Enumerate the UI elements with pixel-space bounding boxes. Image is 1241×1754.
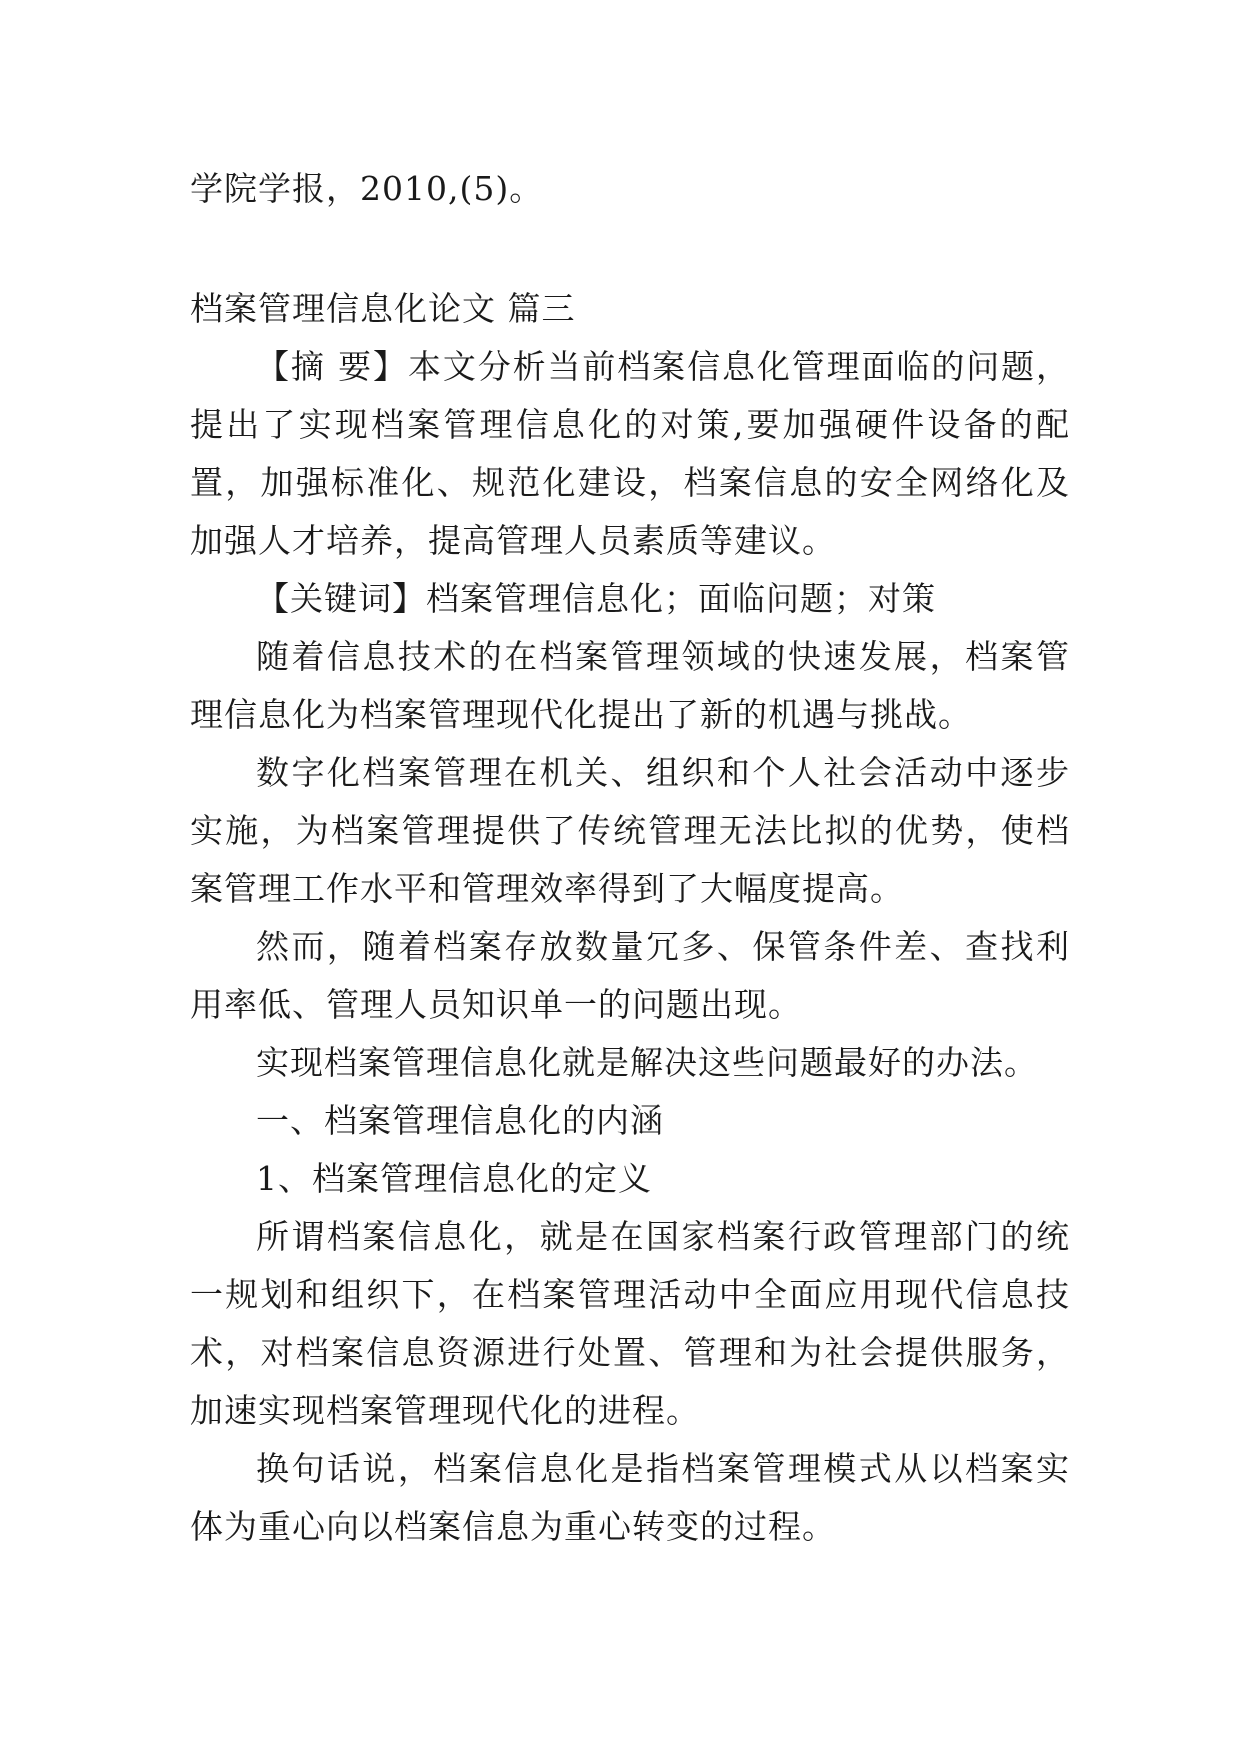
abstract-paragraph: 【摘 要】本文分析当前档案信息化管理面临的问题，提出了实现档案管理信息化的对策,要加强硬件设备的配置，加强标准化、规范化建设，档案信息的安全网络化及加强人才培养，提高管理人员素质等建议。 xyxy=(190,347,1070,560)
document-body xyxy=(190,160,1070,1556)
body-paragraph: 换句话说，档案信息化是指档案管理模式从以档案实体为重心向以档案信息为重心转变的过程。 xyxy=(190,1449,1070,1546)
body-paragraph: 随着信息技术的在档案管理领域的快速发展，档案管理信息化为档案管理现代化提出了新的机遇与挑战。 xyxy=(190,637,1070,734)
subsection-heading: 一、档案管理信息化的内涵 xyxy=(256,1101,664,1140)
section-heading: 档案管理信息化论文 篇三 xyxy=(190,289,576,328)
body-paragraph: 数字化档案管理在机关、组织和个人社会活动中逐步实施，为档案管理提供了传统管理无法比拟的优势，使档案管理工作水平和管理效率得到了大幅度提高。 xyxy=(190,753,1070,908)
body-paragraph: 所谓档案信息化，就是在国家档案行政管理部门的统一规划和组织下，在档案管理活动中全面应用现代信息技术，对档案信息资源进行处置、管理和为社会提供服务，加速实现档案管理现代化的进程。 xyxy=(190,1217,1070,1430)
reference-tail: 学院学报，2010,(5)。 xyxy=(190,169,544,208)
keywords-paragraph: 【关键词】档案管理信息化；面临问题；对策 xyxy=(256,579,936,618)
body-paragraph: 然而，随着档案存放数量冗多、保管条件差、查找利用率低、管理人员知识单一的问题出现。 xyxy=(190,927,1070,1024)
subsection-heading: 1、档案管理信息化的定义 xyxy=(256,1159,652,1198)
body-paragraph: 实现档案管理信息化就是解决这些问题最好的办法。 xyxy=(256,1043,1038,1082)
